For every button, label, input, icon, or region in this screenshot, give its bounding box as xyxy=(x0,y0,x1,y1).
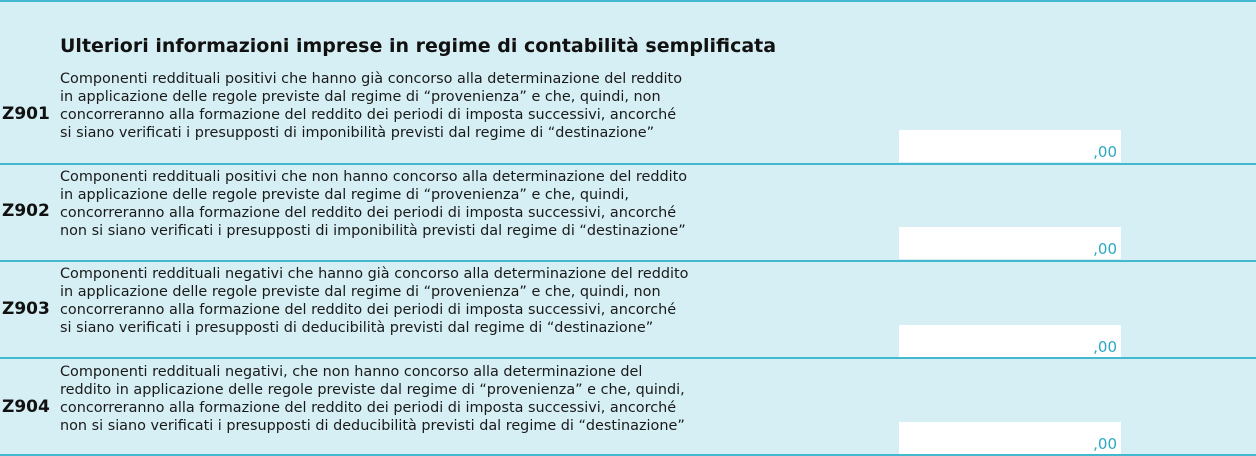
description-line: non si siano verificati i presupposti di imponibilità previsti dal regime di “destinazione” xyxy=(60,223,686,239)
row-code-z903: Z903 xyxy=(2,299,50,319)
row-code-z901: Z901 xyxy=(2,104,50,124)
row-divider xyxy=(0,163,1256,165)
description-line: Componenti reddituali negativi che hanno già concorso alla determinazione del reddito xyxy=(60,266,689,282)
description-line: si siano verificati i presupposti di deducibilità previsti dal regime di “destinazione” xyxy=(60,320,654,336)
description-line: in applicazione delle regole previste dal regime di “provenienza” e che, quindi, xyxy=(60,187,629,203)
cents-label: ,00 xyxy=(1093,435,1117,453)
description-line: in applicazione delle regole previste dal regime di “provenienza” e che, quindi, non xyxy=(60,284,661,300)
row-description-z903 xyxy=(60,265,689,337)
description-line: si siano verificati i presupposti di imponibilità previsti dal regime di “destinazione” xyxy=(60,125,655,141)
description-line: Componenti reddituali positivi che hanno già concorso alla determinazione del reddito xyxy=(60,71,682,87)
cents-label: ,00 xyxy=(1093,240,1117,258)
row-divider xyxy=(0,260,1256,262)
description-line: reddito in applicazione delle regole previste dal regime di “provenienza” e che, quindi, xyxy=(60,382,685,398)
row-divider xyxy=(0,357,1256,359)
description-line: Componenti reddituali negativi, che non hanno concorso alla determinazione del xyxy=(60,364,643,380)
row-description-z901 xyxy=(60,70,682,142)
top-border xyxy=(0,0,1256,2)
cents-label: ,00 xyxy=(1093,338,1117,356)
description-line: Componenti reddituali positivi che non hanno concorso alla determinazione del reddito xyxy=(60,169,688,185)
section-title: Ulteriori informazioni imprese in regime di contabilità semplificata xyxy=(60,35,777,57)
amount-field-z904[interactable] xyxy=(899,422,1121,454)
amount-field-z902[interactable] xyxy=(899,227,1121,259)
description-line: concorreranno alla formazione del reddito dei periodi di imposta successivi, ancorché xyxy=(60,107,677,123)
description-line: concorreranno alla formazione del reddito dei periodi di imposta successivi, ancorché xyxy=(60,302,677,318)
row-description-z904 xyxy=(60,363,685,435)
cents-label: ,00 xyxy=(1093,143,1117,161)
description-line: concorreranno alla formazione del reddito dei periodi di imposta successivi, ancorché xyxy=(60,205,677,221)
amount-field-z903[interactable] xyxy=(899,325,1121,357)
row-code-z902: Z902 xyxy=(2,201,50,221)
amount-field-z901[interactable] xyxy=(899,130,1121,162)
description-line: in applicazione delle regole previste dal regime di “provenienza” e che, quindi, non xyxy=(60,89,661,105)
description-line: non si siano verificati i presupposti di deducibilità previsti dal regime di “destinazione” xyxy=(60,418,685,434)
description-line: concorreranno alla formazione del reddito dei periodi di imposta successivi, ancorché xyxy=(60,400,677,416)
row-description-z902 xyxy=(60,168,687,240)
row-code-z904: Z904 xyxy=(2,397,50,417)
